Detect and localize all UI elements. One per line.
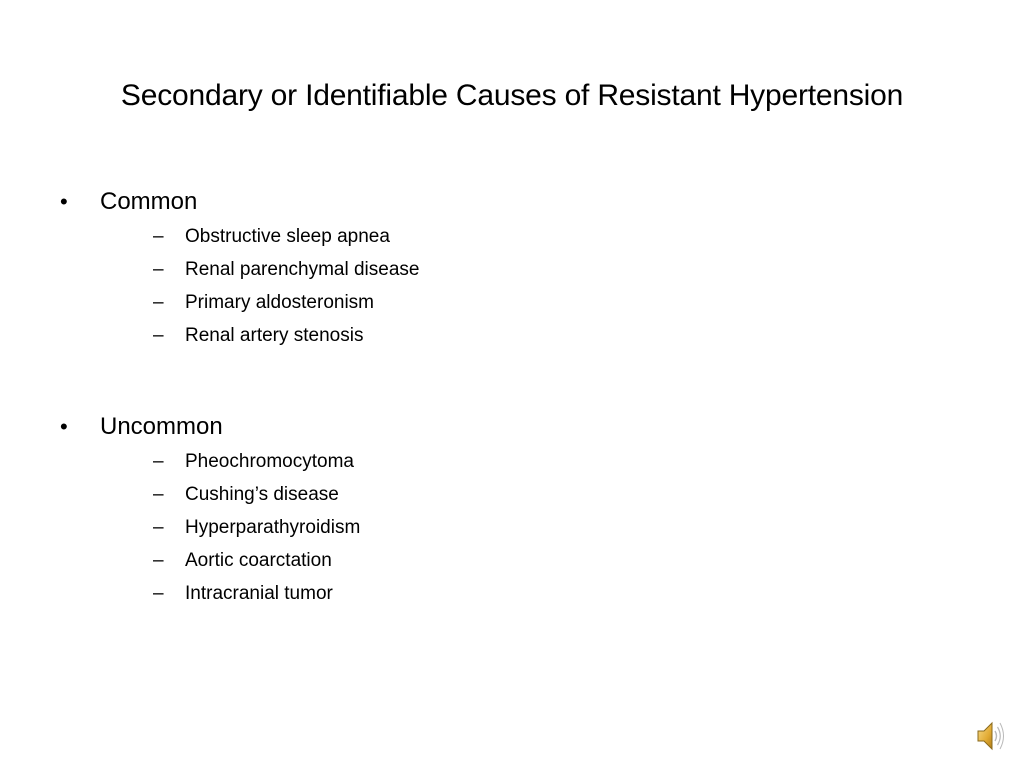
dash-icon: – [153,484,164,505]
dash-icon: – [153,517,164,538]
list-item [100,445,960,478]
dash-icon: – [153,550,164,571]
bullet-icon: • [60,414,68,439]
dash-icon: – [153,259,164,280]
list-item [100,319,960,352]
list-item [100,544,960,577]
group-label: Uncommon [100,413,223,440]
item-label: Hyperparathyroidism [185,517,361,538]
list-item [100,577,960,610]
item-label: Cushing’s disease [185,484,339,505]
list-item [100,220,960,253]
dash-icon: – [153,292,164,313]
dash-icon: – [153,325,164,346]
list-item [100,253,960,286]
item-label: Renal artery stenosis [185,325,364,346]
list-item [100,478,960,511]
dash-icon: – [153,451,164,472]
item-label: Renal parenchymal disease [185,259,420,280]
item-label: Primary aldosteronism [185,292,374,313]
group-uncommon [60,409,960,610]
group-label: Common [100,188,198,215]
dash-icon: – [153,583,164,604]
uncommon-causes-list [100,445,960,610]
item-label: Aortic coarctation [185,550,332,571]
list-item [100,511,960,544]
list-item [100,286,960,319]
speaker-icon [976,718,1006,754]
cause-list [60,184,960,610]
group-common [60,184,960,352]
item-label: Pheochromocytoma [185,451,354,472]
item-label: Intracranial tumor [185,583,333,604]
audio-button[interactable] [976,718,1006,754]
common-causes-list [100,220,960,352]
item-label: Obstructive sleep apnea [185,226,390,247]
bullet-icon: • [60,189,68,214]
slide-title: Secondary or Identifiable Causes of Resistant Hypertension [120,79,904,112]
dash-icon: – [153,226,164,247]
